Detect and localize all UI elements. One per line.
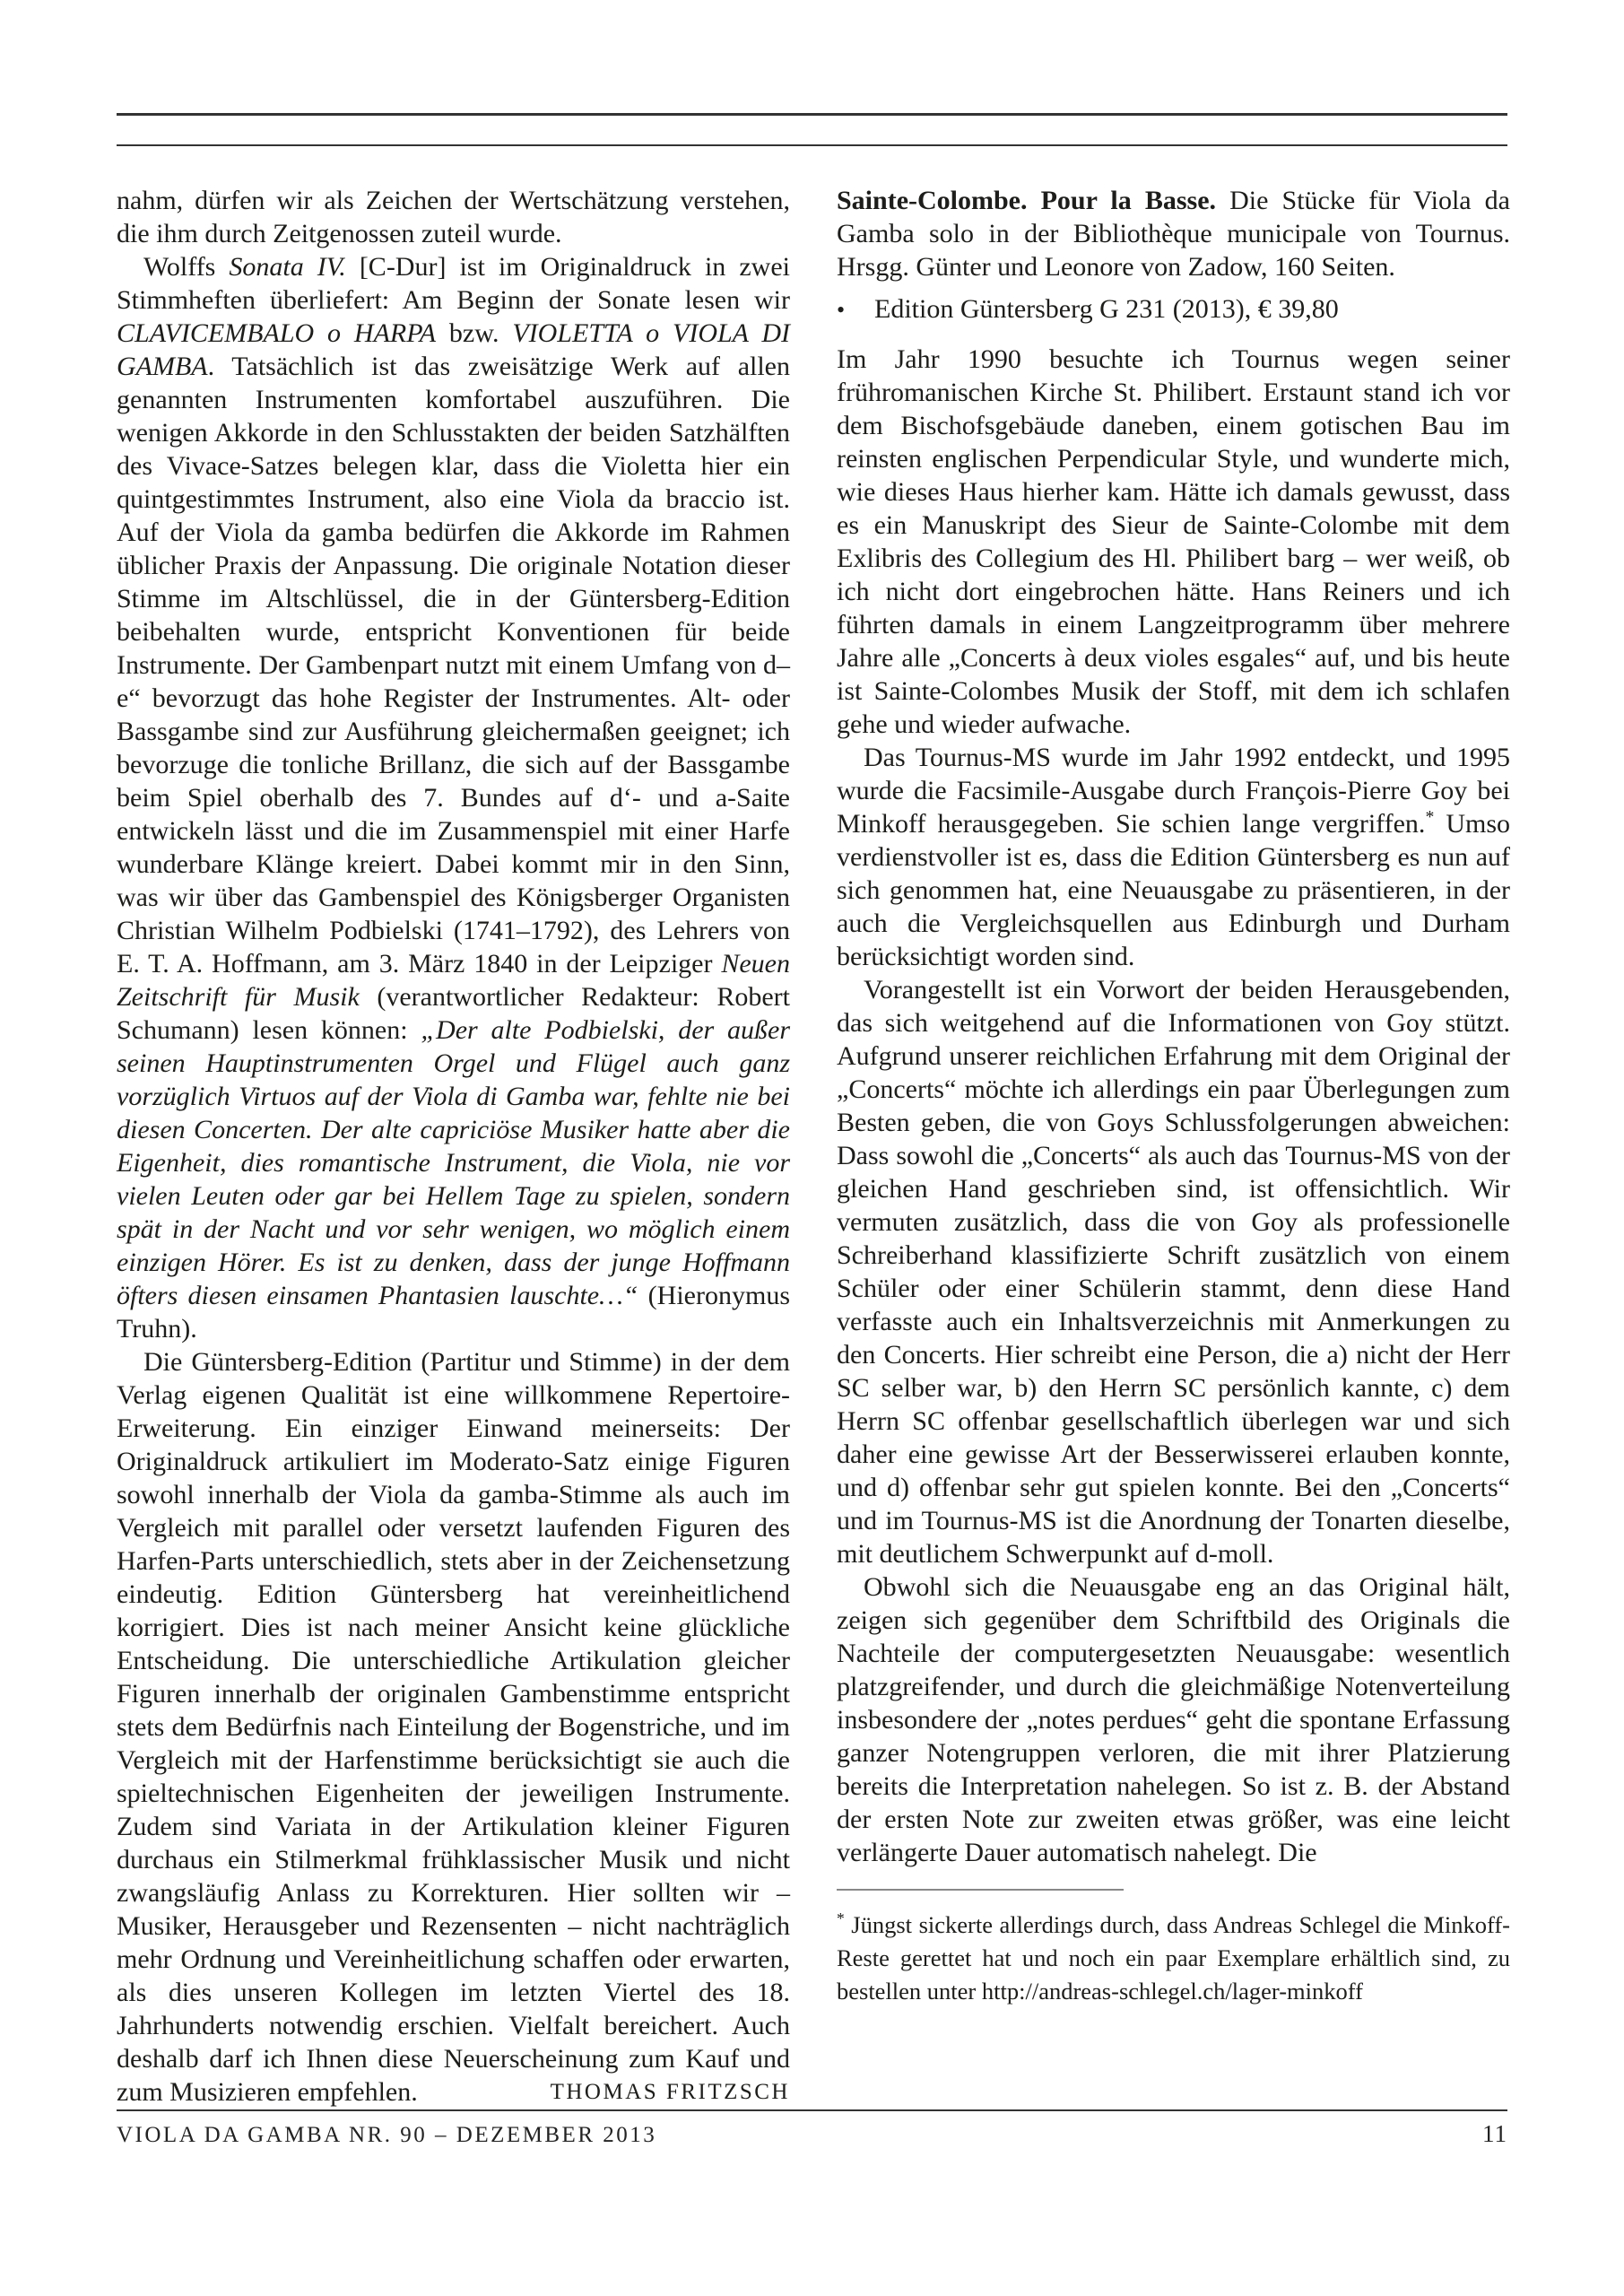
bullet-icon: • xyxy=(837,297,846,323)
text-run: Sonata IV. xyxy=(229,252,346,282)
paragraph xyxy=(117,184,790,250)
header-rule-top xyxy=(117,113,1507,116)
header-rule-bottom xyxy=(117,144,1507,146)
paragraph xyxy=(117,1345,790,2109)
left-column xyxy=(117,184,790,2109)
text-columns xyxy=(117,184,1511,2109)
bullet-text xyxy=(874,292,1339,326)
text-run: Die Stücke für Viola da Gamba solo in der Bibliothèque municipale von Tournus. Hrsgg. Günter und Leonore von Zadow, 160 Seiten. xyxy=(837,186,1510,282)
paragraph xyxy=(837,1570,1510,1869)
footer-rule xyxy=(117,2109,1507,2111)
text-run: Umso verdienstvoller ist es, dass die Edition Güntersberg es nun auf sich genommen hat, eine Neuausgabe zu präsentieren, in der auch die Vergleichsquellen aus Edinburgh und Durham berücksichtigt worden sind. xyxy=(837,809,1510,971)
page-number: 11 xyxy=(1482,2120,1507,2147)
footnote-rule xyxy=(837,1889,1124,1891)
text-run: Wolffs xyxy=(143,252,230,282)
text-run: Sainte-Colombe. Pour la Basse. xyxy=(837,186,1217,215)
text-run: Das Tournus-MS wurde im Jahr 1992 entdeckt, und 1995 wurde die Facsimile-Ausgabe durch François-Pierre Goy bei Minkoff herausgegeben. Sie schien lange vergriffen. xyxy=(837,743,1510,839)
footnote xyxy=(837,1889,1510,2008)
text-run: * xyxy=(1425,807,1435,827)
text-run: . Tatsächlich ist das zweisätzige Werk auf allen genannten Instrumenten komfortabel auszuführen. Die wenigen Akkorde in den Schlusstakten der beiden Satzhälften des Vivace-Satzes belegen klar, dass die Violetta hier ein quintgestimmtes Instrument, also eine Viola da braccio ist. Auf der Viola da gamba bedürfen die Akkorde im Rahmen üblicher Praxis der Anpassung. Die originale Notation dieser Stimme im Altschlüssel, die in der Güntersberg-Edition beibehalten wurde, entspricht Konventionen für beide Instrumente. Der Gambenpart nutzt mit einem Umfang von d–e“ bevorzugt das hohe Register der Instrumentes. Alt- oder Bassgambe sind zur Ausführung gleichermaßen geeignet; ich bevorzuge die tonliche Brillanz, die sich auf der Bassgambe beim Spiel oberhalb des 7. Bundes auf d‘- und a-Saite entwickeln lässt und die im Zusammenspiel mit einer Harfe wunderbare Klänge kreiert. Dabei kommt mir in den Sinn, was wir über das Gambenspiel des Königsberger Organisten Christian Wilhelm Podbielski (1741–1792), des Lehrers von E. T. A. Hoffmann, am 3. März 1840 in der Leipziger xyxy=(117,352,790,978)
text-run: Jüngst sickerte allerdings durch, dass Andreas Schlegel die Minkoff-Reste gerettet hat und noch ein paar Exemplare erhältlich sind, zu bestellen unter http://andreas-schlegel.ch/lager-minkoff xyxy=(837,1911,1510,2005)
text-run: CLAVICEMBALO o HARPA xyxy=(117,318,437,348)
text-run: (Hieronymus Truhn). xyxy=(117,1281,790,1344)
paragraph xyxy=(837,741,1510,973)
journal-title-line: VIOLA DA GAMBA NR. 90 – DEZEMBER 2013 xyxy=(117,2123,657,2147)
paragraph xyxy=(837,184,1510,283)
paragraph xyxy=(837,343,1510,741)
footnote-text xyxy=(837,1909,1510,2008)
text-run: [C-Dur] ist im Originaldruck in zwei Stimmheften überliefert: Am Beginn der Sonate lesen wir xyxy=(117,252,790,315)
right-column xyxy=(837,184,1510,2109)
text-run: Vorangestellt ist ein Vorwort der beiden Herausgebenden, das sich weitgehend auf die Informationen von Goy stützt. Aufgrund unserer reichlichen Erfahrung mit dem Original der „Concerts“ möchte ich allerdings ein paar Überlegungen zum Besten geben, die von Goys Schlussfolgerungen abweichen: Dass sowohl die „Concerts“ als auch das Tournus-MS von der gleichen Hand geschrieben sind, ist offensichtlich. Wir vermuten zusätzlich, dass die von Goy als professionelle Schreiberhand klassifizierte Schrift zusätzlich von einem Schüler oder einer Schülerin stammt, denn diese Hand verfasste auch ein Inhaltsverzeichnis mit Anmerkungen zu den Concerts. Hier schreibt eine Person, die a) nicht der Herr SC selber war, b) den Herrn SC persönlich kannte, c) dem Herrn SC offenbar gesellschaftlich überlegen war und sich daher eine gewisse Art der Besserwisserei erlauben konnte, und d) offenbar sehr gut spielen konnte. Bei den „Concerts“ und im Tournus-MS ist die Anordnung der Tonarten dieselbe, mit deutlichem Schwerpunkt auf d-moll. xyxy=(837,975,1510,1569)
text-run: VIOLETTA o VIOLA DI GAMBA xyxy=(117,318,790,381)
text-run: Neuen Zeitschrift für Musik xyxy=(117,949,790,1012)
edition-bullet-item xyxy=(837,292,1510,326)
text-run: Im Jahr 1990 besuchte ich Tournus wegen seiner frühromanischen Kirche St. Philibert. Erstaunt stand ich vor dem Bischofsgebäude daneben, einem gotischen Bau im reinsten englischen Perpendicular Style, und wunderte mich, wie dieses Haus hierher kam. Hätte ich damals gewusst, dass es ein Manuskript des Sieur de Sainte-Colombe mit dem Exlibris des Collegium des Hl. Philibert barg – wer weiß, ob ich nicht dort eingebrochen hätte. Hans Reiners und ich führten damals in einem Langzeitprogramm über mehrere Jahre alle „Concerts à deux violes esgales“ auf, und bis heute ist Sainte-Colombes Musik der Stoff, mit dem ich schlafen gehe und wieder aufwache. xyxy=(837,344,1510,739)
text-run: Edition Güntersberg G 231 (2013), € 39,80 xyxy=(874,294,1339,324)
text-run: nahm, dürfen wir als Zeichen der Wertschätzung verstehen, die ihm durch Zeitgenossen zuteil wurde. xyxy=(117,186,790,248)
text-run: THOMAS FRITZSCH xyxy=(550,2080,790,2104)
paragraph xyxy=(117,250,790,1345)
paragraph xyxy=(837,973,1510,1570)
text-run: (verantwortlicher Redakteur: Robert Schumann) lesen können: xyxy=(117,982,790,1045)
text-run: Obwohl sich die Neuausgabe eng an das Original hält, zeigen sich gegenüber dem Schriftbild des Originals die Nachteile der computergesetzten Neuausgabe: wesentlich platzgreifender, und durch die gleichmäßige Notenverteilung insbesondere der „notes perdues“ geht die spontane Erfassung ganzer Notengruppen verloren, die mit ihrer Platzierung bereits die Interpretation nahelegen. So ist z. B. der Abstand der ersten Note zur zweiten etwas größer, was eine leicht verlängerte Dauer automatisch nahelegt. Die xyxy=(837,1572,1510,1867)
text-run: * xyxy=(837,1909,845,1928)
text-run: Die Güntersberg-Edition (Partitur und Stimme) in der dem Verlag eigenen Qualität ist eine willkommene Repertoire-Erweiterung. Ein einziger Einwand meinerseits: Der Originaldruck artikuliert im Moderato-Satz einige Figuren sowohl innerhalb der Viola da gamba-Stimme als auch im Vergleich mit parallel oder versetzt laufenden Figuren des Harfen-Parts unterschiedlich, stets aber in der Zeichensetzung eindeutig. Edition Güntersberg hat vereinheitlichend korrigiert. Dies ist nach meiner Ansicht keine glückliche Entscheidung. Die unterschiedliche Artikulation gleicher Figuren innerhalb der originalen Gambenstimme entspricht stets dem Bedürfnis nach Einteilung der Bogenstriche, und im Vergleich mit der Harfenstimme berücksichtigt sie auch die spieltechnischen Eigenheiten der jeweiligen Instrumente. Zudem sind Variata in der Artikulation kleiner Figuren durchaus ein Stilmerkmal frühklassischer Musik und nicht zwangsläufig Anlass zu Korrekturen. Hier sollten wir – Musiker, Herausgeber und Rezensenten – nicht nachträglich mehr Ordnung und Vereinheitlichung schaffen oder erwarten, als dies unseren Kollegen im letzten Viertel des 18. Jahrhunderts notwendig erschien. Vielfalt bereichert. Auch deshalb darf ich Ihnen diese Neuerscheinung zum Kauf und zum Musizieren empfehlen. xyxy=(117,1347,790,2107)
text-run: „Der alte Podbielski, der außer seinen Hauptinstrumenten Orgel und Flügel auch ganz vorzüglich Virtuos auf der Viola di Gamba war, fehlte nie bei diesen Concerten. Der alte capriciöse Musiker hatte aber die Eigenheit, dies romantische Instrument, die Viola, nie vor vielen Leuten oder gar bei Hellem Tage zu spielen, sondern spät in der Nacht und vor sehr wenigen, wo möglich einem einzigen Hörer. Es ist zu denken, dass der junge Hoffmann öfters diesen einsamen Phantasien lauschte…“ xyxy=(117,1015,790,1310)
page-footer xyxy=(117,2120,1507,2148)
text-run: bzw. xyxy=(436,318,513,348)
